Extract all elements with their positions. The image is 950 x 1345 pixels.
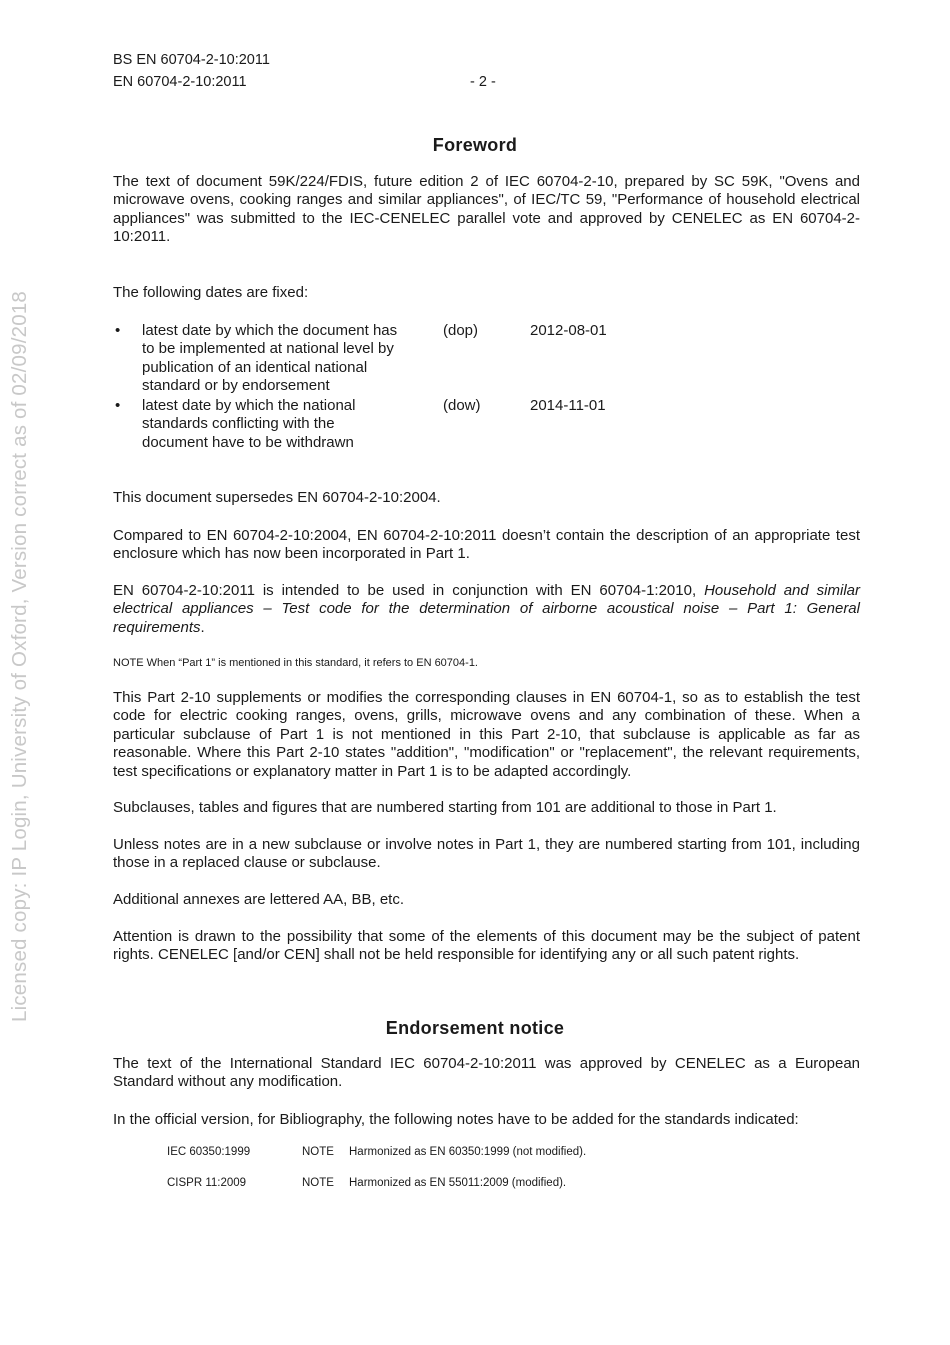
foreword-intro: The text of document 59K/224/FDIS, future edition 2 of IEC 60704-2-10, prepared by SC 59K, "Ovens and microwave ovens, cooking ranges and similar appliances", of IEC/TC 59, "Performance of household electrical appliances" was submitted to the IEC-CENELEC parallel vote and approved by CENELEC as EN 60704-2-10:2011. [113,173,860,246]
endorsement-text: The text of the International Standard IEC 60704-2-10:2011 was approved by CENELEC as a European Standard without any modification. [113,1055,860,1091]
date-desc-line: to be implemented at national level by [142,340,394,358]
bib-note-text: Harmonized as EN 60350:1999 (not modified). [349,1146,587,1158]
endorsement-title: Endorsement notice [385,1018,565,1038]
supersedes-paragraph: This document supersedes EN 60704-2-10:2004. [113,489,441,506]
annexes-paragraph: Additional annexes are lettered AA, BB, etc. [113,891,405,908]
date-desc-line: latest date by which the document has [142,322,398,339]
bib-note-text: Harmonized as EN 55011:2009 (modified). [349,1177,567,1189]
bibliography-intro: In the official version, for Bibliography, the following notes have to be added for the standards indicated: [113,1111,799,1128]
bullet-icon: • [115,397,121,414]
license-watermark: Licensed copy: IP Login, University of Oxford, Version correct as of 02/09/2018 [8,290,31,1022]
date-desc-line: standard or by endorsement [142,377,330,395]
dates-intro: The following dates are fixed: [113,284,309,301]
part1-title: Household and similar electrical appliances – Test code for the determination of airborne acoustical noise – Part 1: General requirements [113,582,860,636]
date-desc-line: standards conflicting with the [142,415,335,433]
intended-paragraph: EN 60704-2-10:2011 is intended to be used in conjunction with EN 60704-1:2010, Household and similar electrical appliances – Test code for the determination of airborne acoustical noise – Part 1: General requirements. [113,582,860,636]
bib-standard: IEC 60350:1999 [167,1146,251,1158]
date-code: (dow) [443,397,481,414]
header-standard-id: BS EN 60704-2-10:2011 [113,52,270,68]
subclauses-paragraph: Subclauses, tables and figures that are numbered starting from 101 are additional to those in Part 1. [113,799,777,816]
foreword-title: Foreword [432,135,518,155]
compared-paragraph: Compared to EN 60704-2-10:2004, EN 60704-2-10:2011 doesn’t contain the description of an appropriate test enclosure which has now been incorporated in Part 1. [113,527,860,563]
date-desc-line: latest date by which the national [142,397,356,414]
supplements-paragraph: This Part 2-10 supplements or modifies the corresponding clauses in EN 60704-1, so as to establish the test code for electric cooking ranges, ovens, grills, microwave ovens and any combination of these. When a particular subclause of Part 1 is not mentioned in this Part 2-10, that subclause is applicable as far as reasonable. Where this Part 2-10 states "addition", "modification" or "replacement", the relevant requirements, test specifications or explanatory matter in Part 1 is to be adapted accordingly. [113,689,860,780]
date-code: (dop) [443,322,479,339]
notes-numbering-paragraph: Unless notes are in a new subclause or involve notes in Part 1, they are numbered starting from 101, including those in a replaced clause or subclause. [113,836,860,872]
date-value: 2014-11-01 [530,397,606,414]
note-part1: NOTE When “Part 1” is mentioned in this standard, it refers to EN 60704-1. [113,657,478,669]
bib-standard: CISPR 11:2009 [167,1177,247,1189]
date-value: 2012-08-01 [530,322,607,339]
date-desc-line: document have to be withdrawn [142,433,354,451]
date-desc-line: publication of an identical national [142,358,368,376]
header-en-id: EN 60704-2-10:2011 [113,74,247,90]
patent-paragraph: Attention is drawn to the possibility that some of the elements of this document may be the subject of patent rights. CENELEC [and/or CEN] shall not be held responsible for identifying any or all such patent rights. [113,928,860,964]
bib-note-label: NOTE [302,1177,334,1189]
bullet-icon: • [115,322,121,339]
bib-note-label: NOTE [302,1146,334,1158]
page-number: - 2 - [470,74,496,90]
